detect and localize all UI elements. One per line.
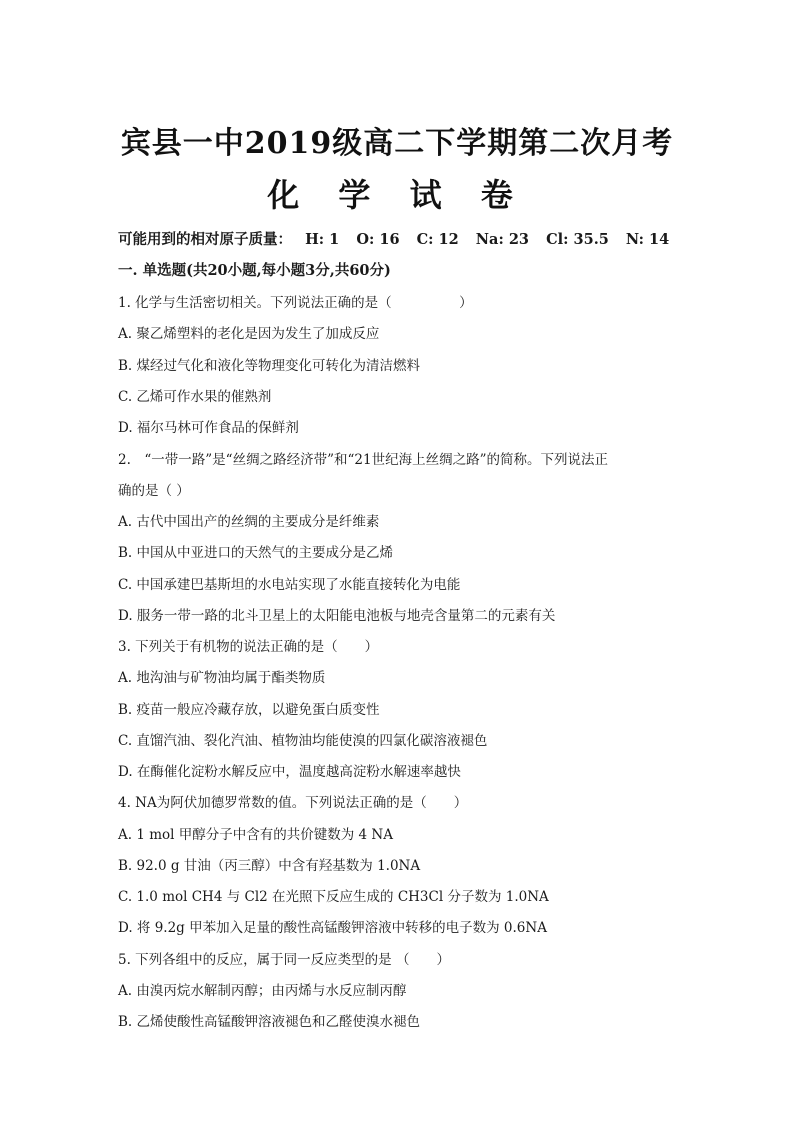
atomic-mass-item: H: 1 — [305, 231, 340, 248]
option-line: B. 疫苗一般应冷藏存放，以避免蛋白质变性 — [118, 702, 380, 718]
option-line: C. 1.0 mol CH4 与 Cl2 在光照下反应生成的 CH3Cl 分子数为 1.0NA — [118, 889, 549, 905]
option-line: B. 煤经过气化和液化等物理变化可转化为清洁燃料 — [118, 358, 421, 374]
option-line: C. 中国承建巴基斯坦的水电站实现了水能直接转化为电能 — [118, 577, 461, 593]
option-line: B. 乙烯使酸性高锰酸钾溶液褪色和乙醛使溴水褪色 — [118, 1014, 421, 1030]
option-line: A. 1 mol 甲醇分子中含有的共价键数为 4 NA — [118, 827, 393, 843]
question-line: 5. 下列各组中的反应，属于同一反应类型的是 （ ） — [118, 952, 450, 968]
exam-subtitle: 化 学 试 卷 — [267, 176, 527, 214]
exam-title: 宾县一中2019级高二下学期第二次月考 — [120, 126, 674, 161]
option-line: C. 乙烯可作水果的催熟剂 — [118, 389, 272, 405]
atomic-mass-item: O: 16 — [356, 231, 400, 248]
option-line: B. 92.0 g 甘油（丙三醇）中含有羟基数为 1.0NA — [118, 858, 421, 874]
atomic-masses — [118, 228, 681, 249]
question-line: 1. 化学与生活密切相关。下列说法正确的是（ ） — [118, 295, 473, 311]
section-heading: 一. 单选题(共20小题,每小题3分,共60分) — [118, 262, 391, 279]
atomic-mass-item: Na: 23 — [475, 231, 530, 248]
atomic-mass-item: N: 14 — [625, 231, 670, 248]
question-line: 4. NA为阿伏加德罗常数的值。下列说法正确的是（ ） — [118, 795, 468, 811]
option-line: A. 古代中国出产的丝绸的主要成分是纤维素 — [118, 514, 380, 530]
question-line: 确的是（ ） — [118, 483, 190, 499]
option-line: C. 直馏汽油、裂化汽油、植物油均能使溴的四氯化碳溶液褪色 — [118, 733, 488, 749]
option-line: A. 聚乙烯塑料的老化是因为发生了加成反应 — [118, 326, 380, 342]
option-line: D. 服务一带一路的北斗卫星上的太阳能电池板与地壳含量第二的元素有关 — [118, 608, 556, 624]
option-line: D. 将 9.2g 甲苯加入足量的酸性高锰酸钾溶液中转移的电子数为 0.6NA — [118, 920, 547, 936]
option-line: D. 在酶催化淀粉水解反应中，温度越高淀粉水解速率越快 — [118, 764, 461, 780]
atomic-masses-label: 可能用到的相对原子质量： — [118, 231, 292, 248]
atomic-mass-item: Cl: 35.5 — [546, 231, 609, 248]
question-line: 3. 下列关于有机物的说法正确的是（ ） — [118, 639, 379, 655]
question-line: 2. “一带一路”是“丝绸之路经济带”和“21世纪海上丝绸之路”的简称。下列说法正 — [118, 452, 608, 468]
option-line: A. 地沟油与矿物油均属于酯类物质 — [118, 670, 326, 686]
option-line: A. 由溴丙烷水解制丙醇；由丙烯与水反应制丙醇 — [118, 983, 407, 999]
option-line: B. 中国从中亚进口的天然气的主要成分是乙烯 — [118, 545, 394, 561]
atomic-mass-item: C: 12 — [416, 231, 459, 248]
option-line: D. 福尔马林可作食品的保鲜剂 — [118, 420, 299, 436]
